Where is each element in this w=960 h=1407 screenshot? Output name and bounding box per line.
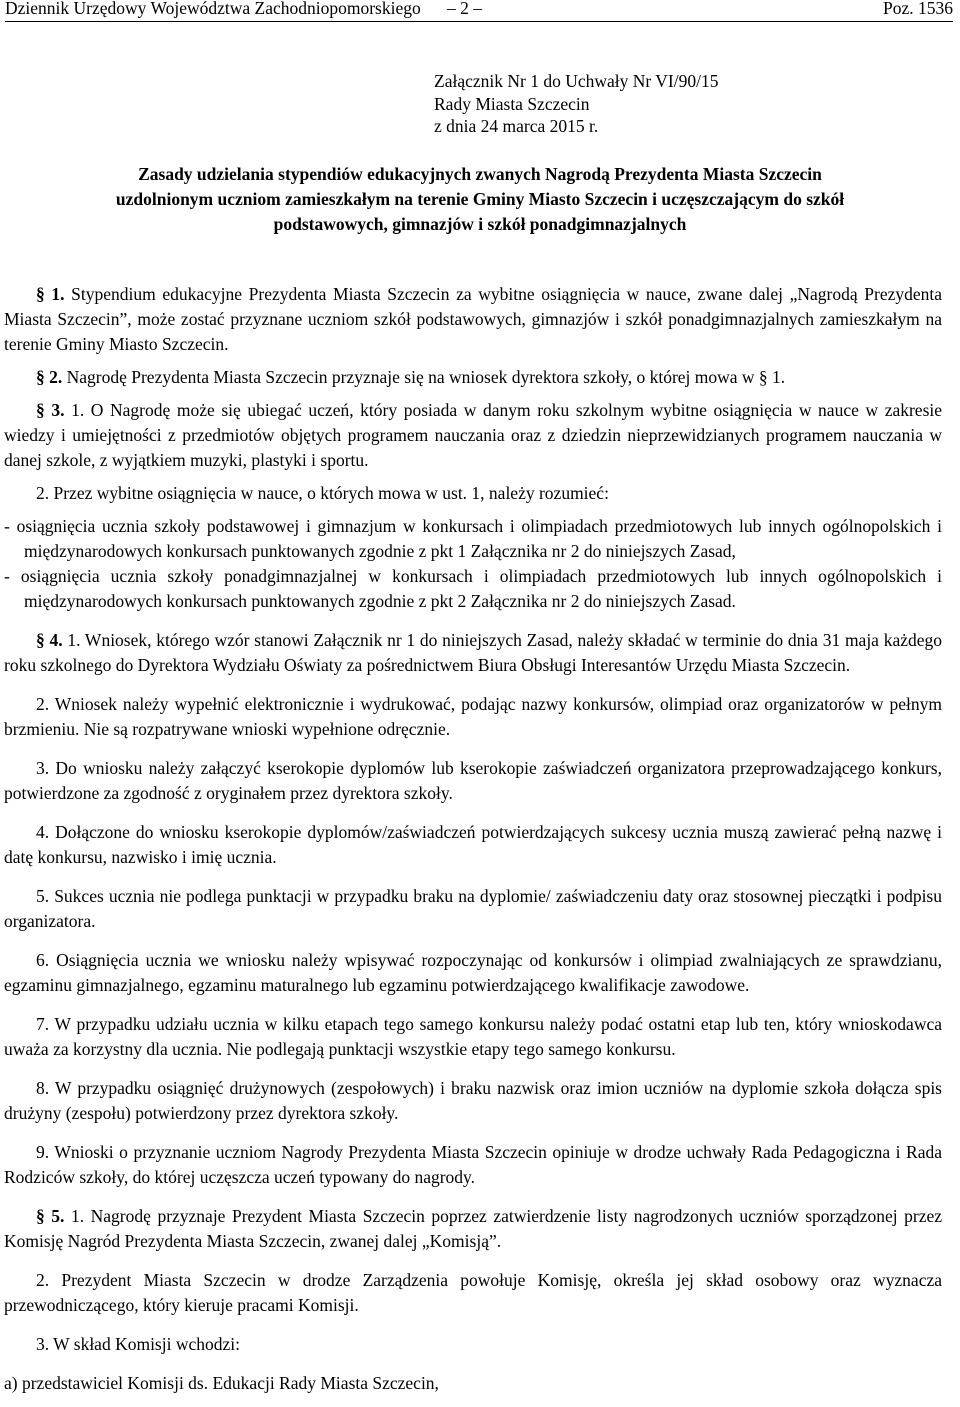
paragraph: 9. Wnioski o przyznanie uczniom Nagrody Prezydenta Miasta Szczecin opiniuje w drodze uchwały Rada Pedagogiczna i Rada Rodziców szkoły, do której uczęszcza uczeń typowany do nagrody. [4, 1142, 942, 1187]
paragraph: 4. Dołączone do wniosku kserokopie dyplomów/zaświadczeń potwierdzających sukcesy ucznia muszą zawierać pełną nazwę i datę konkursu, nazwisko i imię ucznia. [4, 822, 942, 867]
section-3 [4, 398, 942, 473]
section-5 [4, 1204, 942, 1254]
document-body [4, 282, 942, 1396]
paragraph: 2. Prezydent Miasta Szczecin w drodze Zarządzenia powołuje Komisję, określa jej skład osobowy oraz wyznacza przewodniczącego, który kieruje pracami Komisji. [4, 1270, 942, 1315]
annex-line: Załącznik Nr 1 do Uchwały Nr VI/90/15 [434, 71, 719, 91]
title-line: podstawowych, gimnazjów i szkół ponadgimnazjalnych [273, 214, 687, 234]
section-number: § 5. [36, 1206, 65, 1226]
list-item: - osiągnięcia ucznia szkoły ponadgimnazjalnej w konkursach i olimpiadach przedmiotowych lub innych ogólnopolskich i międzynarodowych konkursach punktowanych zgodnie z pkt 2 Załącznika nr 2 do niniejszych Zasad. [4, 566, 942, 611]
paragraph: 7. W przypadku udziału ucznia w kilku etapach tego samego konkursu należy podać ostatni etap lub ten, który wnioskodawca uważa za korzystny dla ucznia. Nie podlegają punktacji wszystkie etapy tego samego konkursu. [4, 1014, 942, 1059]
paragraph-text: 1. O Nagrodę może się ubiegać uczeń, który posiada w danym roku szkolnym wybitne osiągnięcia w nauce w zakresie wiedzy i umiejętności z przedmiotów objętych programem nauczania oraz z dziedzin nieprzewidzianych programem nauczania w danej szkole, z wyjątkiem muzyki, plastyki i sportu. [4, 400, 943, 470]
paragraph-text: Stypendium edukacyjne Prezydenta Miasta Szczecin za wybitne osiągnięcia w nauce, zwane dalej „Nagrodą Prezydenta Miasta Szczecin”, może zostać przyznane uczniom szkół podstawowych, gimnazjów i szkół ponadgimnazjalnych zamieszkałym na terenie Gminy Miasto Szczecin. [4, 284, 943, 354]
position-number: Poz. 1536 [883, 0, 953, 18]
paragraph-text: Nagrodę Prezydenta Miasta Szczecin przyznaje się na wniosek dyrektora szkoły, o której mowa w § 1. [62, 367, 786, 387]
section-number: § 2. [36, 367, 63, 387]
paragraph: 2. Przez wybitne osiągnięcia w nauce, o których mowa w ust. 1, należy rozumieć: [36, 483, 609, 503]
paragraph-text: 1. Nagrodę przyznaje Prezydent Miasta Szczecin poprzez zatwierdzenie listy nagrodzonych uczniów sporządzonej przez Komisję Nagród Prezydenta Miasta Szczecin, zwanej dalej „Komisją”. [4, 1206, 942, 1251]
section-number: § 3. [36, 400, 65, 420]
section-4 [4, 628, 942, 678]
title-line: uzdolnionym uczniom zamieszkałym na terenie Gminy Miasto Szczecin i uczęszczającym do szkół [115, 189, 845, 209]
document-title [0, 162, 960, 237]
paragraph: 3. W skład Komisji wchodzi: [36, 1334, 240, 1354]
paragraph: 3. Do wniosku należy załączyć kserokopie dyplomów lub kserokopie zaświadczeń organizatora przeprowadzającego konkurs, potwierdzone za zgodność z oryginałem przez dyrektora szkoły. [4, 758, 942, 803]
annex-line: z dnia 24 marca 2015 r. [434, 116, 599, 136]
section-2 [4, 365, 942, 390]
paragraph: 2. Wniosek należy wypełnić elektronicznie i wydrukować, podając nazwy konkursów, olimpiad oraz organizatorów w pełnym brzmieniu. Nie są rozpatrywane wnioski wypełnione odręcznie. [4, 694, 942, 739]
title-line: Zasady udzielania stypendiów edukacyjnych zwanych Nagrodą Prezydenta Miasta Szczecin [138, 164, 822, 184]
section-1 [4, 282, 942, 357]
paragraph: 8. W przypadku osiągnięć drużynowych (zespołowych) i braku nazwisk oraz imion uczniów na dyplomie szkoła dołącza spis drużyny (zespołu) potwierdzony przez dyrektora szkoły. [4, 1078, 942, 1123]
section-number: § 1. [36, 284, 65, 304]
journal-name: Dziennik Urzędowy Województwa Zachodniopomorskiego [5, 0, 421, 18]
page-number: – 2 – [447, 0, 482, 18]
list-item: - osiągnięcia ucznia szkoły podstawowej i gimnazjum w konkursach i olimpiadach przedmiotowych lub innych ogólnopolskich i międzynarodowych konkursach punktowanych zgodnie z pkt 1 Załącznika nr 2 do niniejszych Zasad, [4, 516, 942, 561]
paragraph: 5. Sukces ucznia nie podlega punktacji w przypadku braku na dyplomie/ zaświadczeniu daty oraz stosownej pieczątki i podpisu organizatora. [4, 886, 942, 931]
section-number: § 4. [36, 630, 63, 650]
annex-note [434, 70, 718, 138]
paragraph-text: 1. Wniosek, którego wzór stanowi Załącznik nr 1 do niniejszych Zasad, należy składać w terminie do dnia 31 maja każdego roku szkolnego do Dyrektora Wydziału Oświaty za pośrednictwem Biura Obsługi Interesantów Urzędu Miasta Szczecin. [4, 630, 943, 675]
list-item: a) przedstawiciel Komisji ds. Edukacji Rady Miasta Szczecin, [4, 1373, 439, 1393]
annex-line: Rady Miasta Szczecin [434, 93, 590, 114]
paragraph: 6. Osiągnięcia ucznia we wniosku należy wpisywać rozpoczynając od konkursów i olimpiad zwalniających ze sprawdzianu, egzaminu gimnazjalnego, egzaminu maturalnego lub egzaminu potwierdzającego kwalifikacje zawodowe. [4, 950, 942, 995]
page-header [5, 0, 953, 22]
